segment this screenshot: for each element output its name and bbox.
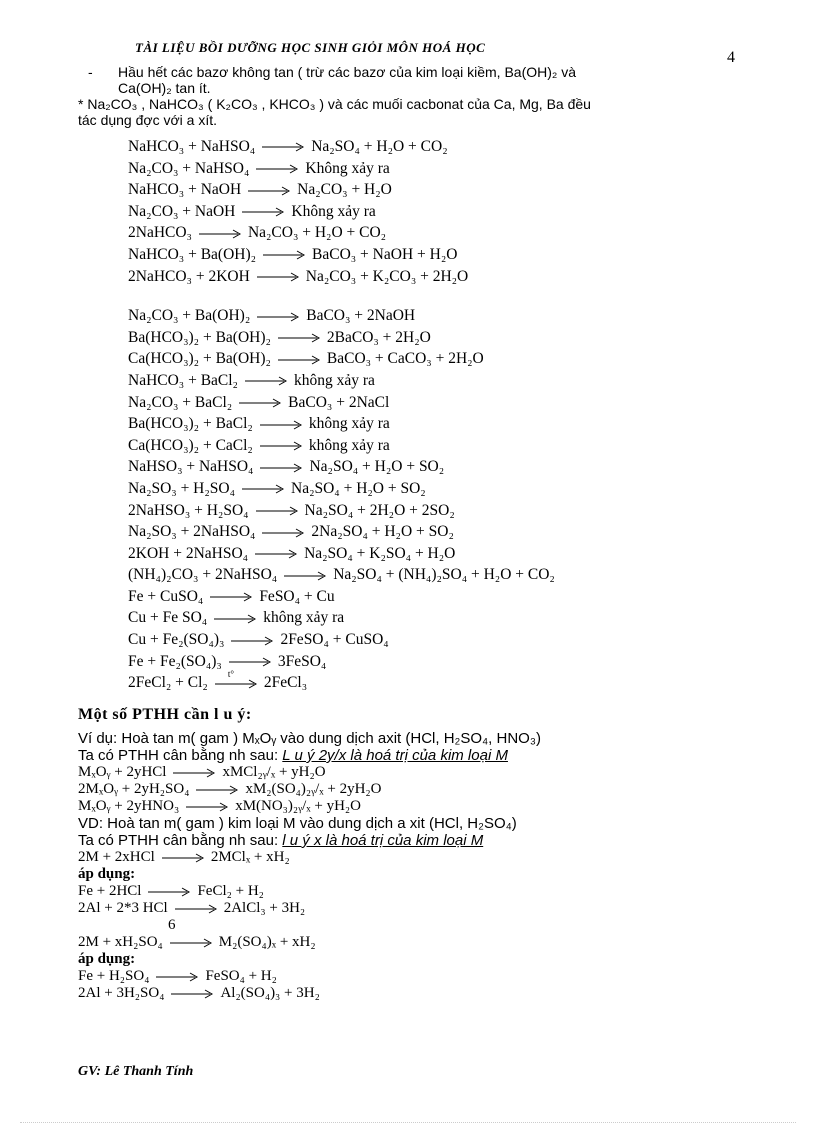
reaction-products: Na₂CO₃ + H₂O bbox=[297, 181, 392, 199]
example2-intro: VD: Hoà tan m( gam ) kim loại M vào dung dịch a xit (HCl, H₂SO₄) bbox=[78, 815, 517, 832]
reaction-reactants: NaHSO₃ + NaHSO₄ bbox=[128, 458, 254, 476]
reaction-products: FeSO₄ + Cu bbox=[259, 587, 335, 605]
reaction-products: không xảy ra bbox=[293, 371, 375, 389]
arrow-icon bbox=[172, 767, 216, 779]
reaction-row bbox=[128, 500, 728, 522]
eq-left: MₓOᵧ + 2yHNO₃ bbox=[78, 798, 180, 814]
arrow-icon bbox=[259, 419, 303, 431]
reaction-row bbox=[128, 370, 728, 392]
arrow-icon bbox=[262, 249, 306, 261]
arrow-icon bbox=[185, 801, 229, 813]
reaction-reactants: Ba(HCO₃)₂ + BaCl₂ bbox=[128, 415, 253, 433]
reaction-products: 2FeCl₃ bbox=[263, 674, 308, 692]
equation-row bbox=[78, 883, 728, 900]
eq-right: xMCl₂ᵧ/ₓ + yH₂O bbox=[222, 764, 326, 780]
reaction-reactants: 2NaHCO₃ + 2KOH bbox=[128, 267, 250, 285]
reaction-row bbox=[128, 543, 728, 565]
reaction-reactants: NaHCO₃ + BaCl₂ bbox=[128, 371, 238, 389]
reaction-products: Na₂SO₄ + H₂O + CO₂ bbox=[311, 138, 448, 155]
equation-row bbox=[78, 849, 728, 866]
reaction-reactants: NaHCO₃ + NaOH bbox=[128, 181, 242, 199]
arrow-icon bbox=[255, 163, 299, 175]
bullet-line-2: Ca(OH)₂ tan ít. bbox=[118, 80, 211, 96]
reaction-row bbox=[128, 586, 728, 608]
arrow-icon bbox=[198, 228, 242, 240]
arrow-icon bbox=[283, 570, 327, 582]
reaction-row bbox=[128, 607, 728, 629]
arrow-icon bbox=[256, 271, 300, 283]
reaction-group-1 bbox=[128, 136, 728, 287]
arrow-icon bbox=[254, 548, 298, 560]
reaction-products: 2BaCO₃ + 2H₂O bbox=[326, 328, 431, 346]
equation-row bbox=[78, 985, 728, 1002]
reaction-reactants: Na₂CO₃ + BaCl₂ bbox=[128, 393, 233, 411]
reaction-reactants: NaHCO₃ + Ba(OH)₂ bbox=[128, 245, 257, 263]
eq-left: Fe + H₂SO₄ bbox=[78, 968, 150, 984]
arrow-icon bbox=[209, 591, 253, 603]
reaction-reactants: Cu + Fe₂(SO₄)₃ bbox=[128, 631, 225, 649]
reaction-reactants: Ba(HCO₃)₂ + Ba(OH)₂ bbox=[128, 328, 271, 346]
eq-right: 2MClₓ + xH₂ bbox=[210, 849, 290, 865]
reaction-group-2 bbox=[128, 305, 728, 694]
arrow-icon bbox=[261, 527, 305, 539]
reaction-reactants: Ca(HCO₃)₂ + Ba(OH)₂ bbox=[128, 350, 271, 368]
reaction-reactants: (NH₄)₂CO₃ + 2NaHSO₄ bbox=[128, 566, 278, 584]
reaction-row bbox=[128, 564, 728, 586]
reaction-products: BaCO₃ + 2NaOH bbox=[306, 307, 416, 325]
reaction-row bbox=[128, 392, 728, 414]
eq-right: M₂(SO₄)ₓ + xH₂ bbox=[218, 934, 316, 950]
reaction-row bbox=[128, 413, 728, 435]
example2-pthh: Ta có PTHH cân bằng nh sau: bbox=[78, 832, 279, 849]
notes-section bbox=[78, 706, 728, 1002]
reaction-products: không xảy ra bbox=[308, 436, 390, 454]
reaction-products: Không xảy ra bbox=[305, 159, 390, 177]
eq-right: Al₂(SO₄)₃ + 3H₂ bbox=[220, 985, 320, 1001]
reaction-row bbox=[128, 327, 728, 349]
reaction-products: BaCO₃ + CaCO₃ + 2H₂O bbox=[326, 350, 484, 368]
arrow-icon bbox=[195, 784, 239, 796]
reaction-products: 2FeSO₄ + CuSO₄ bbox=[280, 631, 389, 649]
reaction-products: không xảy ra bbox=[263, 609, 345, 627]
arrow-icon bbox=[170, 988, 214, 1000]
reaction-row bbox=[128, 158, 728, 180]
arrow-icon bbox=[277, 354, 321, 366]
reaction-reactants: NaHCO₃ + NaHSO₄ bbox=[128, 138, 256, 155]
reaction-products: không xảy ra bbox=[308, 415, 390, 433]
equation-row bbox=[78, 968, 728, 985]
reaction-reactants: Na₂CO₃ + NaOH bbox=[128, 202, 236, 220]
reaction-row bbox=[128, 266, 728, 288]
reaction-products: 2Na₂SO₄ + H₂O + SO₂ bbox=[311, 523, 454, 541]
arrow-icon bbox=[230, 635, 274, 647]
arrow-icon bbox=[155, 971, 199, 983]
reaction-reactants: Fe + Fe₂(SO₄)₃ bbox=[128, 652, 222, 670]
arrow-icon bbox=[261, 141, 305, 153]
page-header bbox=[135, 40, 655, 62]
eq-denominator: 6 bbox=[168, 917, 176, 933]
reaction-products: Na₂SO₄ + K₂SO₄ + H₂O bbox=[304, 544, 456, 562]
reaction-reactants: Ca(HCO₃)₂ + CaCl₂ bbox=[128, 436, 253, 454]
arrow-icon bbox=[259, 440, 303, 452]
reaction-reactants: Na₂SO₃ + 2NaHSO₄ bbox=[128, 523, 256, 541]
reaction-products: 3FeSO₄ bbox=[277, 652, 327, 670]
arrow-icon bbox=[174, 903, 218, 915]
apply-label: áp dụng: bbox=[78, 951, 136, 967]
arrow-icon bbox=[147, 886, 191, 898]
note-line-1: * Na₂CO₃ , NaHCO₃ ( K₂CO₃ , KHCO₃ ) và các muối cacbonat của Ca, Mg, Ba đều bbox=[78, 96, 591, 112]
page-number: 4 bbox=[727, 49, 735, 66]
example2-pthh-line bbox=[78, 832, 728, 849]
arrow-icon bbox=[214, 668, 258, 690]
reaction-row bbox=[128, 201, 728, 223]
reaction-products: Na₂CO₃ + H₂O + CO₂ bbox=[247, 224, 387, 242]
eq-left: Fe + 2HCl bbox=[78, 883, 142, 899]
reaction-products: BaCO₃ + NaOH + H₂O bbox=[312, 245, 458, 263]
equation-row bbox=[78, 900, 728, 917]
reaction-reactants: Fe + CuSO₄ bbox=[128, 587, 204, 605]
example1-pthh: Ta có PTHH cân bằng nh sau: bbox=[78, 747, 279, 764]
equation-row bbox=[78, 798, 728, 815]
arrow-icon bbox=[213, 613, 257, 625]
reaction-reactants: 2NaHCO₃ bbox=[128, 224, 192, 242]
example1-note: L u ý 2y/x là hoá trị của kim loại M bbox=[282, 747, 508, 764]
note-line-2: tác dụng đợc với a xít. bbox=[78, 112, 217, 128]
reaction-products: Na₂SO₄ + H₂O + SO₂ bbox=[291, 479, 426, 497]
arrow-icon bbox=[259, 462, 303, 474]
reaction-row bbox=[128, 651, 728, 673]
eq-left: 2MₓOᵧ + 2yH₂SO₄ bbox=[78, 781, 190, 797]
intro-text bbox=[78, 64, 738, 128]
reaction-row bbox=[128, 348, 728, 370]
equation-row bbox=[78, 764, 728, 781]
eq-right: 2AlCl₃ + 3H₂ bbox=[223, 900, 306, 916]
eq-left: 2M + xH₂SO₄ bbox=[78, 934, 163, 950]
bullet-line-1: Hầu hết các bazơ không tan ( trừ các bazơ của kim loại kiềm, Ba(OH)₂ và bbox=[118, 64, 577, 80]
reaction-list bbox=[128, 136, 728, 694]
reaction-row bbox=[128, 244, 728, 266]
arrow-icon bbox=[228, 656, 272, 668]
reaction-reactants: 2NaHSO₃ + H₂SO₄ bbox=[128, 501, 249, 519]
reaction-row bbox=[128, 629, 728, 651]
reaction-row bbox=[128, 305, 728, 327]
arrow-icon bbox=[244, 375, 288, 387]
reaction-reactants: Na₂CO₃ + Ba(OH)₂ bbox=[128, 307, 251, 325]
apply-label: áp dụng: bbox=[78, 866, 136, 882]
reaction-reactants: 2KOH + 2NaHSO₄ bbox=[128, 544, 249, 562]
arrow-icon bbox=[255, 505, 299, 517]
condition-label: t° bbox=[227, 668, 234, 679]
eq-right: FeCl₂ + H₂ bbox=[197, 883, 264, 899]
example2-note: l u ý x là hoá trị của kim loại M bbox=[282, 832, 484, 849]
reaction-reactants: Na₂CO₃ + NaHSO₄ bbox=[128, 159, 250, 177]
equation-row bbox=[78, 781, 728, 798]
reaction-row bbox=[128, 222, 728, 244]
reaction-products: BaCO₃ + 2NaCl bbox=[288, 393, 390, 411]
reaction-row bbox=[128, 478, 728, 500]
eq-left: 2Al + 3H₂SO₄ bbox=[78, 985, 165, 1001]
reaction-products: Na₂SO₄ + H₂O + SO₂ bbox=[309, 458, 445, 476]
arrow-icon bbox=[277, 332, 321, 344]
example1-intro: Ví dụ: Hoà tan m( gam ) MₓOᵧ vào dung dịch axit (HCl, H₂SO₄, HNO₃) bbox=[78, 730, 541, 747]
example1-pthh-line bbox=[78, 747, 728, 764]
eq-right: xM₂(SO₄)₂ᵧ/ₓ + 2yH₂O bbox=[245, 781, 382, 797]
equation-row bbox=[78, 934, 728, 951]
arrow-icon bbox=[238, 397, 282, 409]
arrow-icon bbox=[241, 483, 285, 495]
reaction-row bbox=[128, 435, 728, 457]
bullet-item: - Hầu hết các bazơ không tan ( trừ các bazơ của kim loại kiềm, Ba(OH)₂ và Ca(OH)₂ tan ít. bbox=[88, 64, 577, 96]
reaction-reactants: 2FeCl₂ + Cl₂ bbox=[128, 674, 208, 692]
arrow-icon bbox=[241, 206, 285, 218]
reaction-products: Không xảy ra bbox=[291, 202, 376, 220]
reaction-reactants: Cu + Fe SO₄ bbox=[128, 609, 208, 627]
reaction-row bbox=[128, 179, 728, 201]
reaction-row bbox=[128, 136, 728, 158]
eq-left: 2M + 2xHCl bbox=[78, 849, 155, 865]
eq-left: 2Al + 2*3 HCl bbox=[78, 900, 168, 916]
arrow-icon bbox=[161, 852, 205, 864]
reaction-reactants: Na₂SO₃ + H₂SO₄ bbox=[128, 479, 236, 497]
reaction-row bbox=[128, 521, 728, 543]
reaction-row bbox=[128, 668, 728, 694]
arrow-icon bbox=[169, 937, 213, 949]
section-title: Một số PTHH cần l u ý: bbox=[78, 706, 252, 723]
eq-right: FeSO₄ + H₂ bbox=[205, 968, 277, 984]
eq-left: MₓOᵧ + 2yHCl bbox=[78, 764, 167, 780]
author-footer: GV: Lê Thanh Tính bbox=[78, 1064, 194, 1079]
reaction-products: Na₂CO₃ + K₂CO₃ + 2H₂O bbox=[305, 267, 469, 285]
arrow-icon bbox=[247, 185, 291, 197]
arrow-icon bbox=[256, 311, 300, 323]
eq-right: xM(NO₃)₂ᵧ/ₓ + yH₂O bbox=[235, 798, 361, 814]
page-title: TÀI LIỆU BỒI DƯỠNG HỌC SINH GIỎI MÔN HOÁ HỌC bbox=[135, 40, 486, 55]
reaction-products: Na₂SO₄ + 2H₂O + 2SO₂ bbox=[304, 501, 455, 519]
reaction-row bbox=[128, 456, 728, 478]
reaction-products: Na₂SO₄ + (NH₄)₂SO₄ + H₂O + CO₂ bbox=[333, 566, 555, 584]
